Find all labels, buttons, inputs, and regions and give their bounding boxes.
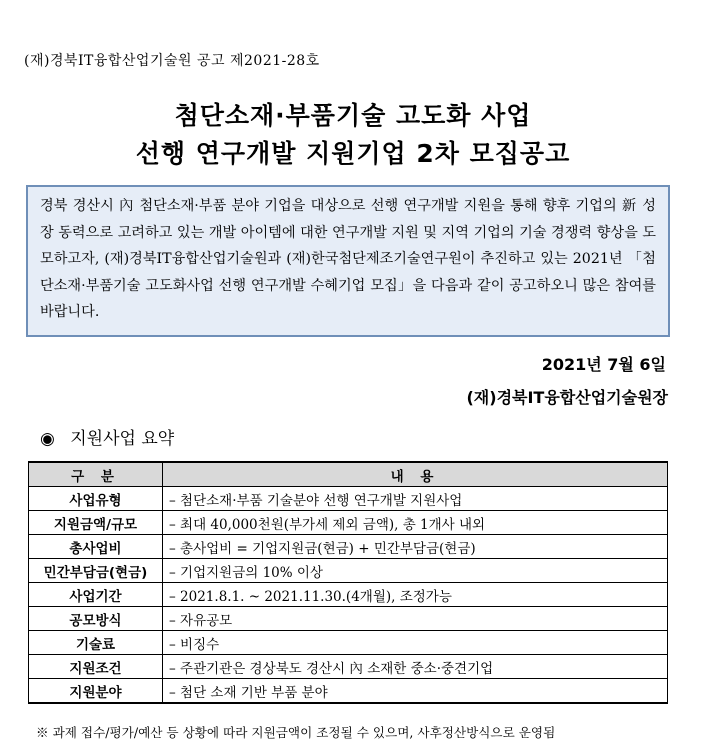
- table-row: [29, 535, 668, 559]
- row-label: 사업기간: [29, 583, 163, 607]
- section-title: 지원사업 요약: [70, 429, 175, 449]
- table-row: [29, 631, 668, 655]
- row-value: – 주관기관은 경상북도 경산시 內 소재한 중소·중견기업: [163, 655, 668, 679]
- table-row: [29, 583, 668, 607]
- row-label: 공모방식: [29, 607, 163, 631]
- table-header-row: [29, 462, 668, 487]
- intro-text: 경북 경산시 內 첨단소재·부품 분야 기업을 대상으로 선행 연구개발 지원을 통해 향후 기업의 新 성장 동력으로 고려하고 있는 개발 아이템에 대한 연구개발 지원 및 지역 기업의 기술 경쟁력 향상을 도모하고자, (재)경북IT융합산업기술원과 (재)한국첨단제조기술연구원이 추진하고 있는 2021년 「첨단소재·부품기술 고도화사업 선행 연구개발 수혜기업 모집」을 다음과 같이 공고하오니 많은 참여를 바랍니다.: [40, 198, 656, 320]
- row-value: – 총사업비 = 기업지원금(현금) + 민간부담금(현금): [163, 535, 668, 559]
- announcement-date: 2021년 7월 6일: [541, 355, 666, 374]
- issuer-name: (재)경북IT융합산업기술원장: [466, 388, 668, 407]
- table-row: [29, 607, 668, 631]
- section-heading: [40, 424, 174, 449]
- header-category: 구 분: [29, 462, 163, 487]
- row-value: – 첨단 소재 기반 부품 분야: [163, 679, 668, 704]
- table-row: [29, 679, 668, 704]
- row-value: – 자유공모: [163, 607, 668, 631]
- row-label: 지원조건: [29, 655, 163, 679]
- row-label: 지원금액/규모: [29, 511, 163, 535]
- row-label: 사업유형: [29, 487, 163, 511]
- table-row: [29, 487, 668, 511]
- bullet-icon: ◉: [40, 429, 55, 449]
- row-label: 총사업비: [29, 535, 163, 559]
- row-value: – 비징수: [163, 631, 668, 655]
- row-value: – 기업지원금의 10% 이상: [163, 559, 668, 583]
- page-title: 첨단소재·부품기술 고도화 사업: [174, 101, 532, 130]
- row-label: 기술료: [29, 631, 163, 655]
- table-row: [29, 511, 668, 535]
- row-value: – 2021.8.1. ~ 2021.11.30.(4개월), 조정가능: [163, 583, 668, 607]
- intro-box: [26, 185, 670, 337]
- notice-number: (재)경북IT융합산업기술원 공고 제2021-28호: [24, 53, 320, 69]
- row-label: 민간부담금(현금): [29, 559, 163, 583]
- page-subtitle: 선행 연구개발 지원기업 2차 모집공고: [135, 139, 571, 168]
- row-value: – 최대 40,000천원(부가세 제외 금액), 총 1개사 내외: [163, 511, 668, 535]
- header-content: 내 용: [163, 462, 668, 487]
- footnote: ※ 과제 접수/평가/예산 등 상황에 따라 지원금액이 조정될 수 있으며, 사후정산방식으로 운영됨: [36, 725, 556, 740]
- row-value: – 첨단소재·부품 기술분야 선행 연구개발 지원사업: [163, 487, 668, 511]
- row-label: 지원분야: [29, 679, 163, 704]
- table-row: [29, 655, 668, 679]
- summary-table: [28, 461, 668, 704]
- table-row: [29, 559, 668, 583]
